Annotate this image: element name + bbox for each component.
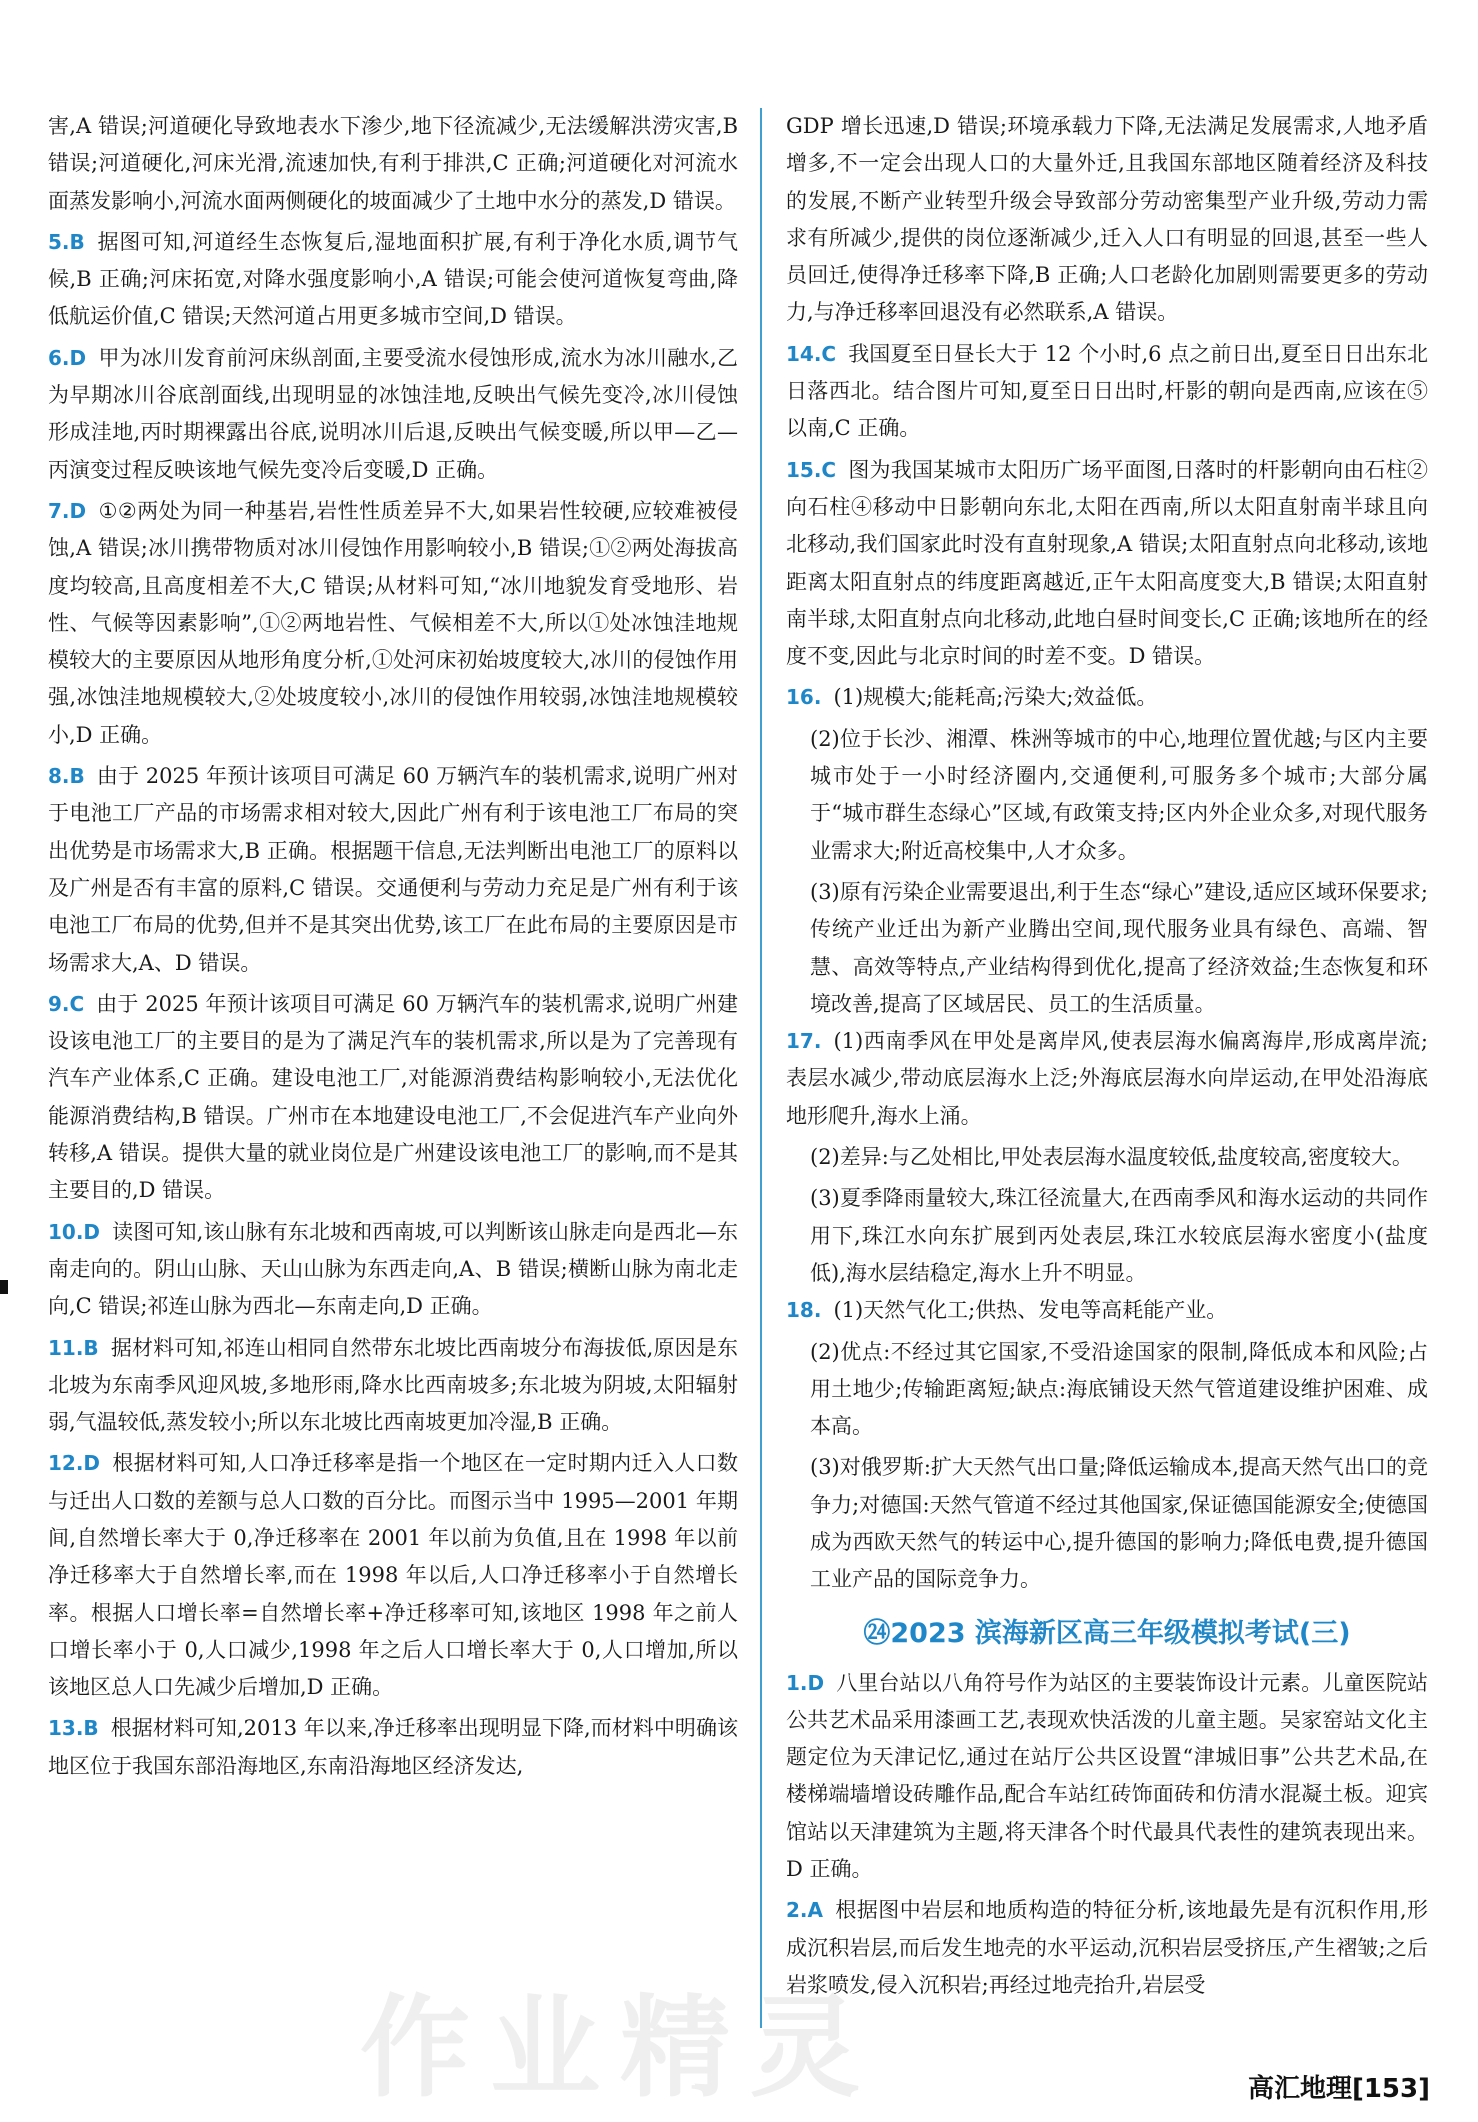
answer-text: (1)规模大;能耗高;污染大;效益低。 xyxy=(833,685,1158,710)
answer-entry xyxy=(48,493,738,754)
answer-text: 根据材料可知,人口净迁移率是指一个地区在一定时期内迁入人口数与迁出人口数的差额与总人口数的百分比。而图示当中 1995—2001 年期间,自然增长率大于 0,净迁移率在 2001 年以前为负值,且在 1998 年以前净迁移率大于自然增长率,而在 1998 年以后,人口净迁移率小于自然增长率。根据人口增长率=自然增长率+净迁移率可知,该地区 1998 年之前人口增长率小于 0,人口减少,1998 年之后人口增长率大于 0,人口增加,所以该地区总人口先减少后增加,D 正确。 xyxy=(48,1451,738,1700)
answer-entry xyxy=(786,1292,1428,1329)
answer-number: 13.B xyxy=(48,1716,99,1741)
answer-number: 8.B xyxy=(48,764,85,789)
answer-text: ①②两处为同一种基岩,岩性性质差异不大,如果岩性较硬,应较难被侵蚀,A 错误;冰川携带物质对冰川侵蚀作用影响较小,B 错误;①②两处海拔高度均较高,且高度相差不大,C 错误;从材料可知,“冰川地貌发育受地形、岩性、气候等因素影响”,①②两地岩性、气候相差不大,所以①处冰蚀洼地规模较大的主要原因从地形角度分析,①处河床初始坡度较大,冰川的侵蚀作用强,冰蚀洼地规模较大,②处坡度较小,冰川的侵蚀作用较弱,冰蚀洼地规模较小,D 正确。 xyxy=(48,498,738,747)
watermark: 作业精灵 xyxy=(360,1984,880,2112)
answer-number: 9.C xyxy=(48,991,85,1016)
right-entries xyxy=(786,108,1428,1599)
answer-text: 害,A 错误;河道硬化导致地表水下渗少,地下径流减少,无法缓解洪涝灾害,B 错误;河道硬化,河床光滑,流速加快,有利于排洪,C 正确;河道硬化对河流水面蒸发影响小,河流水面两侧硬化的坡面减少了土地中水分的蒸发,D 错误。 xyxy=(48,114,738,213)
answer-number: 5.B xyxy=(48,229,85,254)
answer-text: 由于 2025 年预计该项目可满足 60 万辆汽车的装机需求,说明广州对于电池工厂产品的市场需求相对较大,因此广州有利于该电池工厂布局的突出优势是市场需求大,B 正确。根据题干信息,无法判断出电池工厂的原料以及广州是否有丰富的原料,C 错误。交通便利与劳动力充足是广州有利于该电池工厂布局的优势,但并不是其突出优势,该工厂在此布局的主要原因是市场需求大,A、D 错误。 xyxy=(48,764,738,975)
answer-number: 11.B xyxy=(48,1335,99,1360)
section-title: ㉔2023 滨海新区高三年级模拟考试(三) xyxy=(863,1617,1351,1649)
answer-text: 根据图中岩层和地质构造的特征分析,该地最先是有沉积作用,形成沉积岩层,而后发生地壳的水平运动,沉积岩层受挤压,产生褶皱;之后岩浆喷发,侵入沉积岩;再经过地壳抬升,岩层受 xyxy=(786,1898,1428,1997)
answer-text: 由于 2025 年预计该项目可满足 60 万辆汽车的装机需求,说明广州建设该电池工厂的主要目的是为了满足汽车的装机需求,所以是为了完善现有汽车产业体系,C 正确。建设电池工厂,对能源消费结构影响较小,无法优化能源消费结构,B 错误。广州市在本地建设电池工厂,不会促进汽车产业向外转移,A 错误。提供大量的就业岗位是广州建设该电池工厂的影响,而不是其主要目的,D 错误。 xyxy=(48,991,738,1203)
answer-entry xyxy=(786,1023,1428,1135)
answer-number: 10.D xyxy=(48,1219,101,1244)
left-column xyxy=(48,108,738,1785)
answer-entry xyxy=(786,679,1428,716)
answer-text: 读图可知,该山脉有东北坡和西南坡,可以判断该山脉走向是西北—东南走向的。阴山山脉、天山山脉为东西走向,A、B 错误;横断山脉为南北走向,C 错误;祁连山脉为西北—东南走向,D 正确。 xyxy=(48,1219,738,1319)
answer-entry xyxy=(48,224,738,336)
answer-text: 图为我国某城市太阳历广场平面图,日落时的杆影朝向由石柱②向石柱④移动中日影朝向东北,太阳在西南,所以太阳直射南半球且向北移动,我们国家此时没有直射现象,A 错误;太阳直射点向北移动,该地距离太阳直射点的纬度距离越近,正午太阳高度变大,B 错误;太阳直射南半球,太阳直射点向北移动,此地白昼时间变长,C 正确;该地所在的经度不变,因此与北京时间的时差不变。D 错误。 xyxy=(786,457,1428,669)
answer-entry xyxy=(48,1214,738,1326)
right-column xyxy=(786,108,1428,2004)
answer-subpart: (3)原有污染企业需要退出,利于生态“绿心”建设,适应区域环保要求;传统产业迁出为新产业腾出空间,现代服务业具有绿色、高端、智慧、高效等特点,产业结构得到优化,提高了经济效益;生态恢复和环境改善,提高了区域居民、员工的生活质量。 xyxy=(810,879,1428,1016)
footer-label: 高汇地理 xyxy=(1247,2074,1352,2104)
answer-subpart: (3)夏季降雨量较大,珠江径流量大,在西南季风和海水运动的共同作用下,珠江水向东扩展到丙处表层,珠江水较底层海水密度小(盐度低),海水层结稳定,海水上升不明显。 xyxy=(810,1186,1428,1285)
answer-number: 6.D xyxy=(48,345,87,370)
answer-number: 7.D xyxy=(48,498,87,523)
answer-number: 1.D xyxy=(786,1670,825,1695)
answer-text: GDP 增长迅速,D 错误;环境承载力下降,无法满足发展需求,人地矛盾增多,不一定会出现人口的大量外迁,且我国东部地区随着经济及科技的发展,不断产业转型升级会导致部分劳动密集型产业升级,劳动力需求有所减少,提供的岗位逐渐减少,迁入人口有明显的回退,甚至一些人员回迁,使得净迁移率下降,B 正确;人口老龄化加剧则需要更多的劳动力,与净迁移率回退没有必然联系,A 错误。 xyxy=(786,114,1428,325)
answer-text: 根据材料可知,2013 年以来,净迁移率出现明显下降,而材料中明确该地区位于我国东部沿海地区,东南沿海地区经济发达, xyxy=(48,1716,738,1778)
answer-entry xyxy=(786,1665,1428,1889)
answer-subpart: (2)位于长沙、湘潭、株洲等城市的中心,地理位置优越;与区内主要城市处于一小时经济圈内,交通便利,可服务多个城市;大部分属于“城市群生态绿心”区域,有政策支持;区内外企业众多,对现代服务业需求大;附近高校集中,人才众多。 xyxy=(810,726,1428,863)
answer-subpart: (2)优点:不经过其它国家,不受沿途国家的限制,降低成本和风险;占用土地少;传输距离短;缺点:海底铺设天然气管道建设维护困难、成本高。 xyxy=(810,1339,1428,1439)
answer-number: 18. xyxy=(786,1298,822,1323)
answer-number: 15.C xyxy=(786,457,837,482)
answer-entry xyxy=(786,336,1428,448)
answer-entry xyxy=(48,986,738,1210)
page-footer xyxy=(1248,2068,1430,2105)
answer-entry xyxy=(48,758,738,982)
answer-number: 16. xyxy=(786,685,822,710)
column-divider xyxy=(760,108,762,2028)
answer-entry xyxy=(48,1710,738,1785)
answer-text: (1)西南季风在甲处是离岸风,使表层海水偏离海岸,形成离岸流;表层水减少,带动底层海水上泛;外海底层海水向岸运动,在甲处沿海底地形爬升,海水上涌。 xyxy=(786,1029,1428,1128)
edge-mark xyxy=(0,1280,8,1294)
answer-entry xyxy=(48,1445,738,1706)
answer-number: 14.C xyxy=(786,341,837,366)
answer-text: 据材料可知,祁连山相同自然带东北坡比西南坡分布海拔低,原因是东北坡为东南季风迎风坡,多地形雨,降水比西南坡多;东北坡为阴坡,太阳辐射弱,气温较低,蒸发较小;所以东北坡比西南坡更加冷湿,B 正确。 xyxy=(48,1335,738,1435)
answer-entry xyxy=(48,1330,738,1442)
answer-text: 我国夏至日昼长大于 12 个小时,6 点之前日出,夏至日日出东北日落西北。结合图片可知,夏至日日出时,杆影的朝向是西南,应该在⑤以南,C 正确。 xyxy=(786,341,1428,441)
answer-text: 甲为冰川发育前河床纵剖面,主要受流水侵蚀形成,流水为冰川融水,乙为早期冰川谷底剖面线,出现明显的冰蚀洼地,反映出气候先变冷,冰川侵蚀形成洼地,丙时期裸露出谷底,说明冰川后退,反映出气候变暖,所以甲—乙—丙演变过程反映该地气候先变冷后变暖,D 正确。 xyxy=(48,345,738,482)
answer-number: 2.A xyxy=(786,1898,823,1923)
answer-number: 12.D xyxy=(48,1451,101,1476)
answer-entry xyxy=(786,108,1428,332)
answer-text: 八里台站以八角符号作为站区的主要装饰设计元素。儿童医院站公共艺术品采用漆画工艺,表现欢快活泼的儿童主题。吴家窑站文化主题定位为天津记忆,通过在站厅公共区设置“津城旧事”公共艺术品,在楼梯端墙增设砖雕作品,配合车站红砖饰面砖和仿清水混凝土板。迎宾馆站以天津建筑为主题,将天津各个时代最具代表性的建筑表现出来。D 正确。 xyxy=(786,1670,1428,1882)
answer-entry xyxy=(786,1892,1428,2004)
right-entries-section xyxy=(786,1665,1428,2005)
answer-subpart: (3)对俄罗斯:扩大天然气出口量;降低运输成本,提高天然气出口的竞争力;对德国:天然气管道不经过其他国家,保证德国能源安全;使德国成为西欧天然气的转运中心,提升德国的影响力;降低电费,提升德国工业产品的国际竞争力。 xyxy=(810,1455,1428,1592)
answer-text: (1)天然气化工;供热、发电等高耗能产业。 xyxy=(833,1298,1228,1323)
answer-entry xyxy=(48,340,738,489)
answer-text: 据图可知,河道经生态恢复后,湿地面积扩展,有利于净化水质,调节气候,B 正确;河床拓宽,对降水强度影响小,A 错误;可能会使河道恢复弯曲,降低航运价值,C 错误;天然河道占用更多城市空间,D 错误。 xyxy=(48,229,738,329)
answer-subpart: (2)差异:与乙处相比,甲处表层海水温度较低,盐度较高,密度较大。 xyxy=(810,1145,1413,1170)
page-number: [153] xyxy=(1351,2074,1430,2104)
answer-entry xyxy=(786,452,1428,676)
answer-number: 17. xyxy=(786,1029,822,1054)
answer-entry xyxy=(48,108,738,220)
